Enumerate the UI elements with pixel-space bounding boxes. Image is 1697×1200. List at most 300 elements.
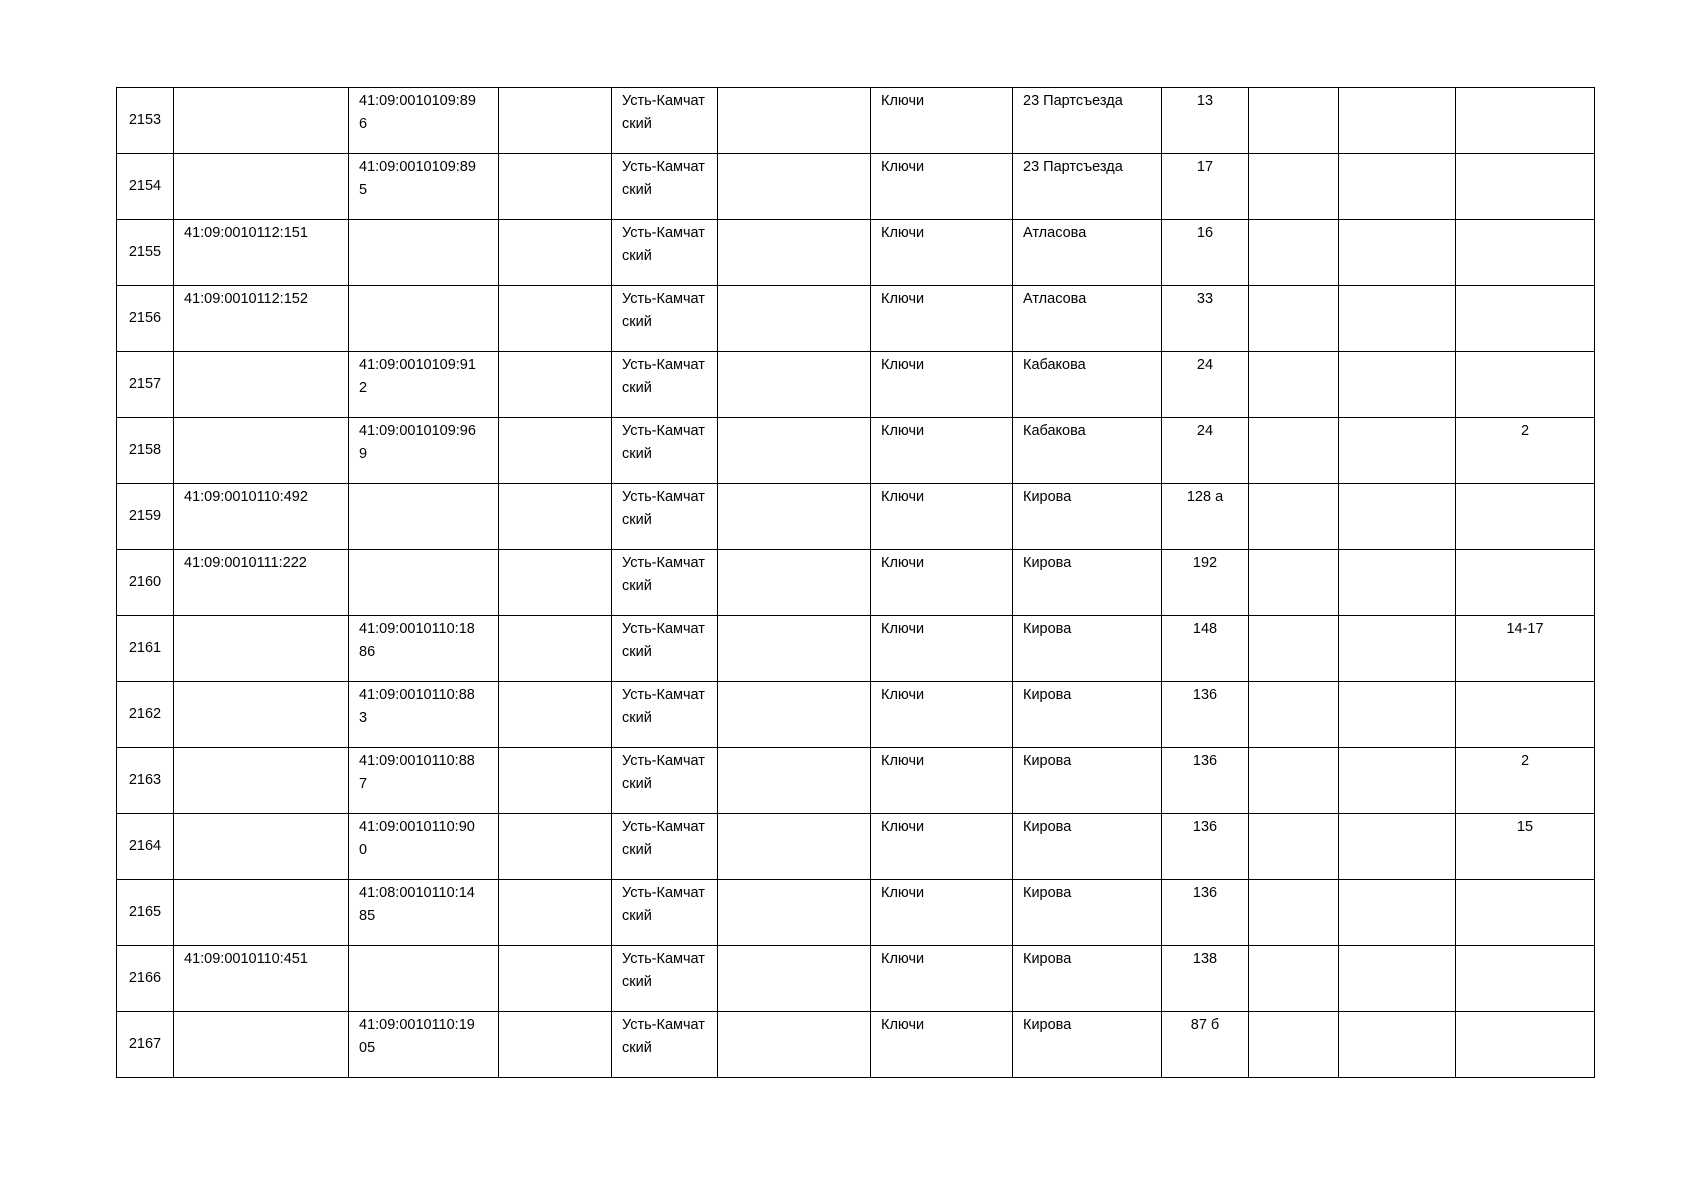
empty-cell [1249, 352, 1339, 418]
cadastral-number-alt-cell [349, 616, 499, 682]
table-row [117, 352, 1595, 418]
apartment-cell [1456, 616, 1595, 682]
apartment-cell [1456, 418, 1595, 484]
empty-cell-text [499, 1012, 611, 1014]
cadastral-number-cell [174, 1012, 349, 1078]
empty-cell-text [718, 154, 870, 156]
empty-cell [1339, 220, 1456, 286]
empty-cell-text [1339, 550, 1455, 552]
cadastral-number-cell-text [174, 88, 348, 90]
apartment-cell-text [1456, 286, 1594, 288]
empty-cell [1339, 550, 1456, 616]
empty-cell-text [499, 418, 611, 420]
district-cell [612, 286, 718, 352]
empty-cell-text [1339, 88, 1455, 90]
locality-cell-text: Ключи [881, 225, 925, 241]
empty-cell [1339, 286, 1456, 352]
cadastral-number-alt-cell-text [349, 286, 498, 288]
cadastral-number-cell [174, 484, 349, 550]
cadastral-number-cell [174, 682, 349, 748]
house-number-cell [1162, 946, 1249, 1012]
empty-cell-text [718, 286, 870, 288]
cadastral-number-cell-text: 41:09:0010112:152 [184, 291, 308, 307]
empty-cell-text [1339, 220, 1455, 222]
empty-cell [1249, 616, 1339, 682]
street-cell [1013, 880, 1162, 946]
empty-cell [1339, 418, 1456, 484]
apartment-cell [1456, 682, 1595, 748]
district-cell [612, 88, 718, 154]
empty-cell [1249, 748, 1339, 814]
empty-cell-text [1339, 154, 1455, 156]
locality-cell [871, 550, 1013, 616]
row-number-cell-text: 2157 [128, 376, 162, 392]
house-number-cell [1162, 682, 1249, 748]
row-number-cell-text: 2160 [128, 574, 162, 590]
locality-cell-text: Ключи [881, 291, 925, 307]
street-cell [1013, 814, 1162, 880]
empty-cell [1249, 1012, 1339, 1078]
empty-cell [718, 682, 871, 748]
house-number-cell [1162, 616, 1249, 682]
cadastral-number-cell-text [174, 154, 348, 156]
empty-cell [499, 484, 612, 550]
row-number-cell-text: 2155 [128, 244, 162, 260]
empty-cell-text [718, 484, 870, 486]
district-cell [612, 1012, 718, 1078]
house-number-cell-text: 24 [1196, 423, 1214, 439]
cadastral-number-alt-cell [349, 352, 499, 418]
apartment-cell [1456, 1012, 1595, 1078]
empty-cell [1339, 814, 1456, 880]
cadastral-number-alt-cell-text: 41:09:0010109:895 [359, 159, 476, 198]
empty-cell-text [1249, 880, 1338, 882]
cadastral-number-cell-text [174, 814, 348, 816]
empty-cell-text [1339, 352, 1455, 354]
street-cell [1013, 748, 1162, 814]
street-cell [1013, 616, 1162, 682]
empty-cell [1249, 814, 1339, 880]
apartment-cell [1456, 946, 1595, 1012]
house-number-cell [1162, 154, 1249, 220]
street-cell-text: 23 Партсъезда [1023, 93, 1123, 109]
street-cell-text: Кирова [1023, 489, 1072, 505]
empty-cell-text [718, 352, 870, 354]
cadastral-number-alt-cell-text [349, 550, 498, 552]
empty-cell [1249, 682, 1339, 748]
empty-cell-text [1249, 616, 1338, 618]
table-row [117, 418, 1595, 484]
street-cell [1013, 946, 1162, 1012]
apartment-cell-text [1456, 220, 1594, 222]
cadastral-number-cell-text: 41:09:0010110:492 [184, 489, 308, 505]
locality-cell-text: Ключи [881, 159, 925, 175]
empty-cell [1339, 484, 1456, 550]
house-number-cell [1162, 88, 1249, 154]
table-body [117, 88, 1595, 1078]
row-number-cell [117, 154, 174, 220]
table-row [117, 946, 1595, 1012]
cadastral-number-cell [174, 880, 349, 946]
empty-cell [718, 88, 871, 154]
empty-cell [718, 418, 871, 484]
house-number-cell-text: 136 [1192, 687, 1218, 703]
locality-cell [871, 814, 1013, 880]
cadastral-number-alt-cell [349, 88, 499, 154]
empty-cell-text [1339, 484, 1455, 486]
locality-cell [871, 880, 1013, 946]
locality-cell-text: Ключи [881, 819, 925, 835]
empty-cell-text [1339, 418, 1455, 420]
table-row [117, 748, 1595, 814]
district-cell-text: Усть-Камчатский [622, 489, 705, 528]
empty-cell [718, 154, 871, 220]
street-cell [1013, 352, 1162, 418]
district-cell [612, 682, 718, 748]
row-number-cell [117, 814, 174, 880]
cadastral-number-alt-cell-text: 41:09:0010110:1905 [359, 1017, 475, 1056]
row-number-cell-text: 2165 [128, 904, 162, 920]
cadastral-number-cell [174, 352, 349, 418]
empty-cell [499, 748, 612, 814]
apartment-cell-text [1456, 154, 1594, 156]
district-cell-text: Усть-Камчатский [622, 753, 705, 792]
locality-cell [871, 286, 1013, 352]
apartment-cell [1456, 220, 1595, 286]
cadastral-number-alt-cell [349, 748, 499, 814]
table-row [117, 286, 1595, 352]
empty-cell [499, 220, 612, 286]
empty-cell [718, 550, 871, 616]
empty-cell [1339, 352, 1456, 418]
apartment-cell [1456, 814, 1595, 880]
cadastral-number-cell [174, 154, 349, 220]
house-number-cell-text: 136 [1192, 885, 1218, 901]
apartment-cell [1456, 880, 1595, 946]
locality-cell [871, 154, 1013, 220]
district-cell-text: Усть-Камчатский [622, 423, 705, 462]
house-number-cell [1162, 1012, 1249, 1078]
locality-cell-text: Ключи [881, 687, 925, 703]
empty-cell-text [718, 418, 870, 420]
district-cell [612, 814, 718, 880]
row-number-cell-text: 2163 [128, 772, 162, 788]
street-cell [1013, 418, 1162, 484]
empty-cell [499, 418, 612, 484]
locality-cell-text: Ключи [881, 621, 925, 637]
row-number-cell-text: 2153 [128, 112, 162, 128]
cadastral-number-cell-text: 41:09:0010110:451 [184, 951, 308, 967]
house-number-cell-text: 128 а [1186, 489, 1224, 505]
empty-cell-text [718, 616, 870, 618]
apartment-cell [1456, 286, 1595, 352]
cadastral-number-alt-cell-text: 41:09:0010110:1886 [359, 621, 475, 660]
locality-cell [871, 484, 1013, 550]
empty-cell-text [718, 1012, 870, 1014]
apartment-cell-text [1456, 550, 1594, 552]
district-cell-text: Усть-Камчатский [622, 621, 705, 660]
cadastral-number-cell-text [174, 418, 348, 420]
empty-cell-text [499, 814, 611, 816]
empty-cell-text [1249, 154, 1338, 156]
street-cell [1013, 682, 1162, 748]
cadastral-number-alt-cell-text: 41:09:0010110:883 [359, 687, 475, 726]
empty-cell [1339, 154, 1456, 220]
empty-cell-text [1339, 286, 1455, 288]
row-number-cell-text: 2164 [128, 838, 162, 854]
district-cell-text: Усть-Камчатский [622, 819, 705, 858]
empty-cell [1339, 1012, 1456, 1078]
locality-cell [871, 946, 1013, 1012]
empty-cell-text [499, 352, 611, 354]
locality-cell-text: Ключи [881, 555, 925, 571]
district-cell [612, 352, 718, 418]
table-row [117, 484, 1595, 550]
cadastral-number-cell-text [174, 352, 348, 354]
registry-table [116, 87, 1595, 1078]
empty-cell-text [718, 946, 870, 948]
row-number-cell-text: 2159 [128, 508, 162, 524]
empty-cell-text [718, 550, 870, 552]
empty-cell-text [718, 814, 870, 816]
house-number-cell [1162, 484, 1249, 550]
cadastral-number-alt-cell [349, 220, 499, 286]
house-number-cell [1162, 550, 1249, 616]
cadastral-number-alt-cell [349, 814, 499, 880]
street-cell-text: Кабакова [1023, 423, 1086, 439]
empty-cell-text [1249, 748, 1338, 750]
table-row [117, 814, 1595, 880]
district-cell-text: Усть-Камчатский [622, 885, 705, 924]
locality-cell-text: Ключи [881, 357, 925, 373]
row-number-cell [117, 748, 174, 814]
empty-cell-text [1249, 352, 1338, 354]
house-number-cell [1162, 814, 1249, 880]
empty-cell [718, 220, 871, 286]
district-cell-text: Усть-Камчатский [622, 225, 705, 264]
row-number-cell-text: 2162 [128, 706, 162, 722]
street-cell [1013, 550, 1162, 616]
row-number-cell [117, 88, 174, 154]
district-cell-text: Усть-Камчатский [622, 291, 705, 330]
empty-cell [1249, 946, 1339, 1012]
apartment-cell-text [1456, 1012, 1594, 1014]
locality-cell-text: Ключи [881, 753, 925, 769]
street-cell [1013, 154, 1162, 220]
empty-cell-text [1249, 946, 1338, 948]
row-number-cell [117, 616, 174, 682]
cadastral-number-alt-cell [349, 682, 499, 748]
street-cell-text: Кирова [1023, 951, 1072, 967]
apartment-cell-text [1456, 880, 1594, 882]
table-row [117, 550, 1595, 616]
empty-cell [499, 946, 612, 1012]
street-cell-text: Атласова [1023, 291, 1087, 307]
empty-cell-text [499, 154, 611, 156]
empty-cell-text [1249, 484, 1338, 486]
house-number-cell-text: 24 [1196, 357, 1214, 373]
empty-cell [499, 616, 612, 682]
row-number-cell-text: 2158 [128, 442, 162, 458]
empty-cell [1249, 550, 1339, 616]
empty-cell-text [1249, 286, 1338, 288]
cadastral-number-alt-cell-text: 41:09:0010109:969 [359, 423, 476, 462]
table-row [117, 1012, 1595, 1078]
street-cell-text: Кирова [1023, 621, 1072, 637]
row-number-cell [117, 220, 174, 286]
empty-cell [499, 154, 612, 220]
table-row [117, 220, 1595, 286]
row-number-cell-text: 2161 [128, 640, 162, 656]
house-number-cell [1162, 418, 1249, 484]
empty-cell [499, 682, 612, 748]
locality-cell [871, 88, 1013, 154]
row-number-cell [117, 484, 174, 550]
cadastral-number-cell-text [174, 616, 348, 618]
empty-cell [1249, 418, 1339, 484]
district-cell-text: Усть-Камчатский [622, 93, 705, 132]
cadastral-number-cell [174, 550, 349, 616]
empty-cell-text [718, 682, 870, 684]
empty-cell [1249, 484, 1339, 550]
row-number-cell-text: 2156 [128, 310, 162, 326]
empty-cell-text [1249, 814, 1338, 816]
empty-cell-text [499, 880, 611, 882]
apartment-cell-text [1456, 946, 1594, 948]
row-number-cell [117, 352, 174, 418]
house-number-cell-text: 16 [1196, 225, 1214, 241]
empty-cell-text [499, 220, 611, 222]
locality-cell [871, 616, 1013, 682]
empty-cell-text [1249, 418, 1338, 420]
cadastral-number-alt-cell-text: 41:08:0010110:1485 [359, 885, 475, 924]
street-cell [1013, 1012, 1162, 1078]
locality-cell [871, 418, 1013, 484]
empty-cell-text [718, 88, 870, 90]
empty-cell [499, 550, 612, 616]
row-number-cell [117, 682, 174, 748]
street-cell-text: Кирова [1023, 819, 1072, 835]
house-number-cell-text: 136 [1192, 819, 1218, 835]
district-cell-text: Усть-Камчатский [622, 555, 705, 594]
district-cell [612, 484, 718, 550]
empty-cell [499, 352, 612, 418]
apartment-cell [1456, 352, 1595, 418]
empty-cell [1339, 616, 1456, 682]
cadastral-number-alt-cell-text: 41:09:0010110:900 [359, 819, 475, 858]
empty-cell [1339, 88, 1456, 154]
empty-cell-text [499, 946, 611, 948]
district-cell [612, 550, 718, 616]
house-number-cell-text: 87 б [1190, 1017, 1220, 1033]
empty-cell-text [1339, 616, 1455, 618]
table-row [117, 616, 1595, 682]
cadastral-number-alt-cell [349, 880, 499, 946]
empty-cell [1339, 748, 1456, 814]
district-cell [612, 748, 718, 814]
empty-cell-text [499, 550, 611, 552]
house-number-cell-text: 148 [1192, 621, 1218, 637]
locality-cell [871, 682, 1013, 748]
house-number-cell-text: 17 [1196, 159, 1214, 175]
district-cell [612, 946, 718, 1012]
empty-cell [1339, 880, 1456, 946]
empty-cell [718, 616, 871, 682]
district-cell-text: Усть-Камчатский [622, 687, 705, 726]
empty-cell [718, 484, 871, 550]
locality-cell [871, 748, 1013, 814]
empty-cell-text [1249, 550, 1338, 552]
empty-cell-text [1249, 1012, 1338, 1014]
empty-cell-text [1249, 88, 1338, 90]
empty-cell [499, 814, 612, 880]
house-number-cell-text: 192 [1192, 555, 1218, 571]
cadastral-number-cell-text: 41:09:0010111:222 [184, 555, 307, 571]
row-number-cell [117, 946, 174, 1012]
table-row [117, 880, 1595, 946]
empty-cell-text [718, 880, 870, 882]
cadastral-number-alt-cell [349, 1012, 499, 1078]
cadastral-number-cell-text [174, 880, 348, 882]
empty-cell [1249, 286, 1339, 352]
row-number-cell [117, 418, 174, 484]
cadastral-number-alt-cell [349, 286, 499, 352]
cadastral-number-alt-cell [349, 550, 499, 616]
cadastral-number-cell [174, 286, 349, 352]
empty-cell-text [1249, 220, 1338, 222]
district-cell-text: Усть-Камчатский [622, 1017, 705, 1056]
cadastral-number-alt-cell-text [349, 484, 498, 486]
locality-cell-text: Ключи [881, 1017, 925, 1033]
cadastral-number-cell [174, 814, 349, 880]
empty-cell [1249, 220, 1339, 286]
empty-cell [499, 286, 612, 352]
cadastral-number-alt-cell [349, 154, 499, 220]
locality-cell [871, 220, 1013, 286]
empty-cell [1249, 154, 1339, 220]
locality-cell-text: Ключи [881, 423, 925, 439]
apartment-cell-text: 14-17 [1506, 621, 1544, 637]
district-cell-text: Усть-Камчатский [622, 951, 705, 990]
table-row [117, 154, 1595, 220]
apartment-cell-text [1456, 484, 1594, 486]
apartment-cell-text [1456, 352, 1594, 354]
cadastral-number-alt-cell [349, 484, 499, 550]
empty-cell [718, 286, 871, 352]
cadastral-number-cell [174, 220, 349, 286]
street-cell-text: Кирова [1023, 555, 1072, 571]
row-number-cell-text: 2167 [128, 1036, 162, 1052]
empty-cell-text [499, 286, 611, 288]
empty-cell-text [499, 748, 611, 750]
cadastral-number-alt-cell-text: 41:09:0010110:887 [359, 753, 475, 792]
empty-cell-text [1339, 946, 1455, 948]
locality-cell-text: Ключи [881, 93, 925, 109]
street-cell-text: 23 Партсъезда [1023, 159, 1123, 175]
table-row [117, 88, 1595, 154]
house-number-cell-text: 136 [1192, 753, 1218, 769]
apartment-cell-text [1456, 682, 1594, 684]
empty-cell-text [499, 616, 611, 618]
house-number-cell [1162, 352, 1249, 418]
empty-cell [499, 88, 612, 154]
house-number-cell-text: 33 [1196, 291, 1214, 307]
cadastral-number-cell-text: 41:09:0010112:151 [184, 225, 308, 241]
district-cell-text: Усть-Камчатский [622, 357, 705, 396]
locality-cell-text: Ключи [881, 885, 925, 901]
apartment-cell-text [1456, 88, 1594, 90]
apartment-cell [1456, 88, 1595, 154]
